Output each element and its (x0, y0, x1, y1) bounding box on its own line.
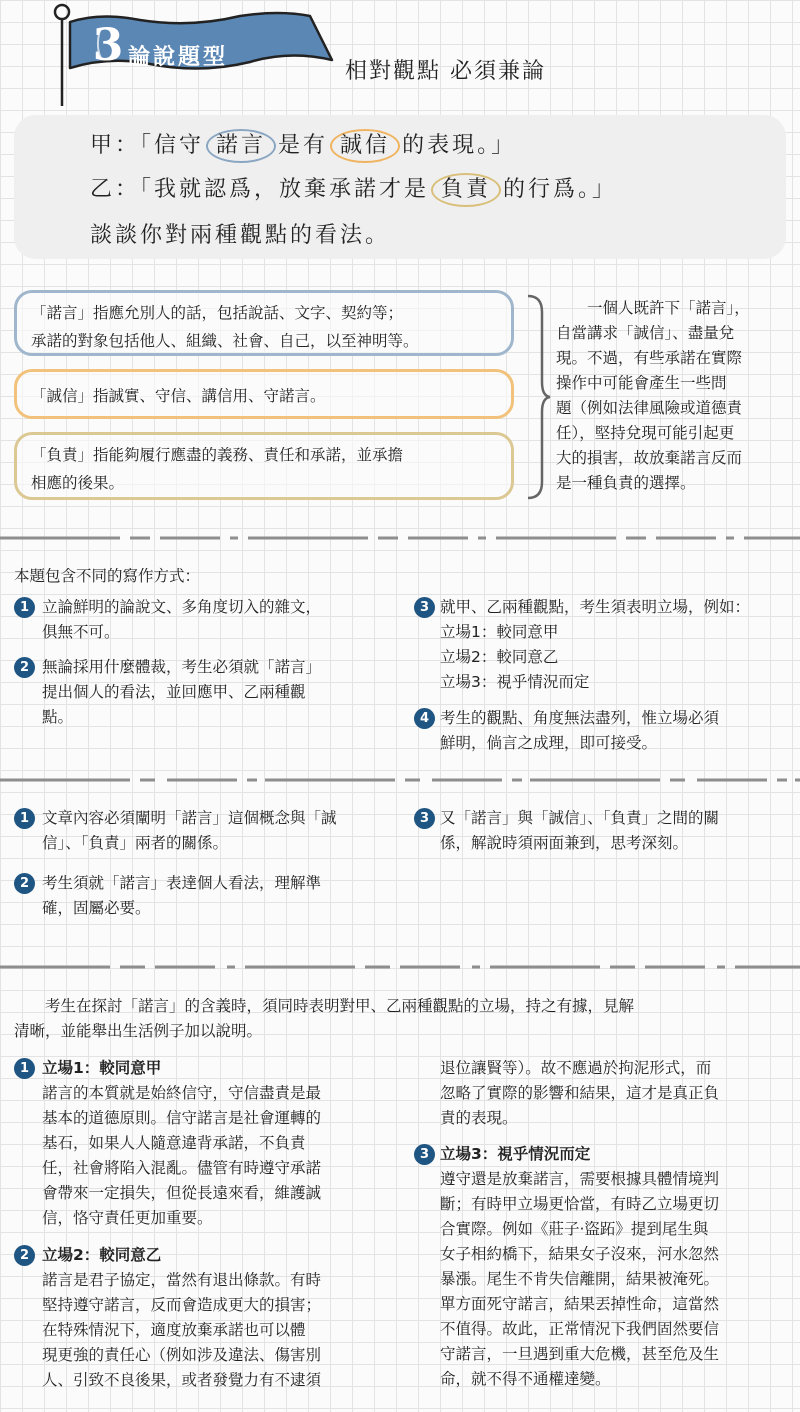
divider (0, 535, 800, 541)
keyword-integrity: 誠信 (330, 129, 400, 163)
stance-body-continued: 退位讓賢等）。故不應過於拘泥形式，而 忽略了實際的影響和結果，這才是真正負 責的表現。 (440, 1059, 720, 1127)
keyword-promise: 諾言 (206, 129, 276, 163)
stance-title: 立場1：較同意甲 (42, 1059, 162, 1077)
stance-body: 諾言的本質就是始終信守，守信盡責是最 基本的道德原則。信守諾言是社會運轉的 基石，如果人人隨意違背承諾，不負責 任，社會將陷入混亂。儘管有時遵守承諾 會帶來一定損失，但從長遠來看，維護誠 信，恪守責任更加重要。 (42, 1084, 322, 1227)
question-line-2: 乙：「我就認爲，放棄承諾才是 負責 的行爲。」 (90, 172, 617, 207)
number-badge: 2 (14, 1245, 35, 1266)
stance-title: 立場2：較同意乙 (42, 1246, 162, 1264)
requirement-item: 考生須就「諾言」表達個人看法，理解準 確，固屬必要。 (42, 874, 322, 917)
writing-style-item: 無論採用什麼體裁，考生必須就「諾言」 提出個人的看法，並回應甲、乙兩種觀 點。 (42, 658, 322, 726)
section-writing-styles-intro: 本題包含不同的寫作方式： (14, 567, 201, 585)
requirement-item: 又「諾言」與「誠信」、「負責」之間的關 係，解說時須兩面兼到，思考深刻。 (440, 809, 720, 852)
question-line-3: 談談你對兩種觀點的看法。 (90, 223, 391, 248)
definition-promise: 「諾言」指應允別人的話，包括說話、文字、契約等； 承諾的對象包括他人、組織、社會、自己，以至神明等。 (14, 290, 514, 356)
number-badge: 2 (14, 873, 35, 894)
definition-integrity: 「誠信」指誠實、守信、講信用、守諾言。 (14, 369, 514, 419)
question-line-1: 甲：「信守 諾言 是有 誠信 的表現。」 (90, 128, 516, 163)
curly-bracket-icon (522, 292, 552, 502)
stance-body: 諾言是君子協定，當然有退出條款。有時 堅持遵守諾言，反而會造成更大的損害； 在特殊情況下，適度放棄承諾也可以體 現更強的責任心（例如涉及違法、傷害別 人、引致不良後果，或者發覺力有不逮須 (42, 1271, 322, 1389)
number-badge: 3 (414, 597, 435, 618)
number-badge: 1 (14, 1058, 35, 1079)
analysis-paragraph: 一個人既許下「諾言」， 自當講求「誠信」、盡量兌 現。不過，有些承諾在實際 操作中可能會產生一些問 題（例如法律風險或道德責 任），堅持兌現可能引起更 大的損害，故放棄諾言反而 是一種負責的選擇。 (556, 299, 750, 492)
number-badge: 1 (14, 597, 35, 618)
requirement-item: 文章內容必須闡明「諾言」這個概念與「誠 信」、「負責」兩者的關係。 (42, 809, 337, 852)
header-subtitle: 相對觀點 必須兼論 (345, 59, 546, 84)
writing-style-item: 就甲、乙兩種觀點，考生須表明立場，例如： 立場1：較同意甲 立場2：較同意乙 立場3：視乎情況而定 (440, 598, 751, 691)
definition-responsibility: 「負責」指能夠履行應盡的義務、責任和承諾，並承擔 相應的後果。 (14, 432, 514, 500)
keyword-responsibility: 負責 (431, 173, 501, 207)
number-badge: 2 (14, 657, 35, 678)
stance-intro: 考生在探討「諾言」的含義時，須同時表明對甲、乙兩種觀點的立場，持之有據，見解 清晰，並能舉出生活例子加以說明。 (14, 997, 635, 1040)
stance-body: 遵守還是放棄諾言，需要根據具體情境判 斷；有時甲立場更恰當，有時乙立場更切 合實際。例如《莊子‧盜跖》提到尾生與 女子相約橋下，結果女子沒來，河水忽然 暴漲。尾生不肯失信離開，結果被淹死。 單方面死守諾言，結果丟掉性命，這當然 不值得。故此，正常情況下我們固然要信 守諾言，一旦遇到重大危機，甚至危及生 命，就不得不通權達變。 (440, 1170, 720, 1388)
question-type-label: 論說題型 (128, 45, 229, 70)
number-badge: 3 (414, 1144, 435, 1165)
question-type-number: 3 (92, 20, 124, 71)
divider (0, 964, 800, 970)
writing-style-item: 考生的觀點、角度無法盡列，惟立場必須 鮮明，倘言之成理，即可接受。 (440, 709, 720, 752)
stance-title: 立場3：視乎情況而定 (440, 1145, 591, 1163)
writing-style-item: 立論鮮明的論說文、多角度切入的雜文， 俱無不可。 (42, 598, 322, 641)
number-badge: 4 (414, 708, 435, 729)
divider (0, 777, 800, 783)
number-badge: 1 (14, 808, 35, 829)
number-badge: 3 (414, 808, 435, 829)
